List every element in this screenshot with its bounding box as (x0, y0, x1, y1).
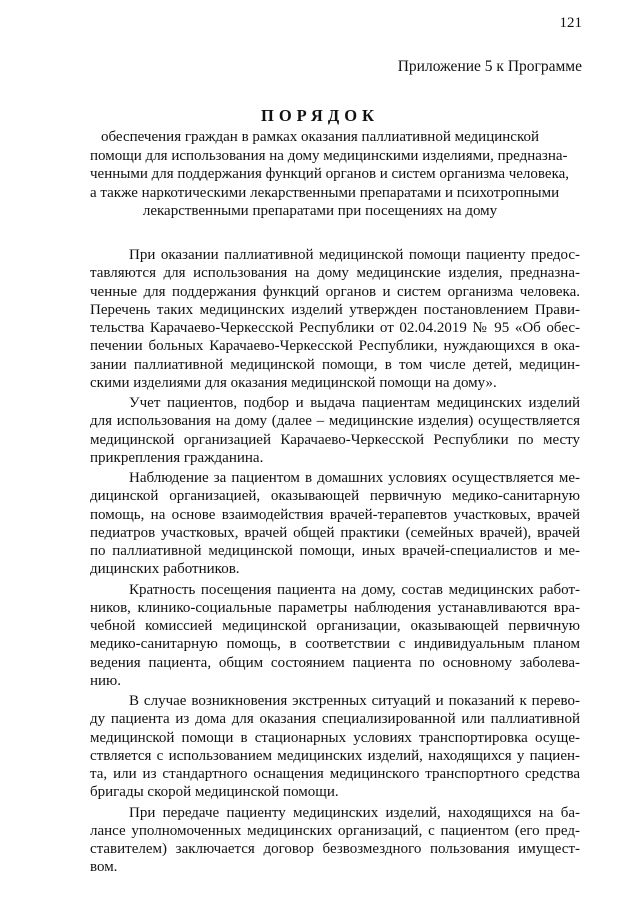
text-line: помощь, на основе взаимодействия врачей-терапевтов участковых, врачей (90, 506, 580, 523)
text-line: ведения пациента, общим состоянием пациента по основному заболева- (90, 654, 580, 671)
document-body (90, 246, 580, 879)
text-line: Кратность посещения пациента на дому, состав медицинских работ- (129, 581, 580, 598)
text-line: тельства Карачаево-Черкесской Республики от 02.04.2019 № 95 «Об обес- (90, 320, 580, 336)
text-line: ду пациента из дома для оказания специализированной или паллиативной (90, 711, 580, 728)
text-line: педиатров участковых, врачей общей практики (семейных врачей), врачей (90, 524, 580, 541)
text-line: дицинской организацией, оказывающей первичную медико-санитарную (90, 488, 580, 505)
paragraph (90, 804, 580, 877)
text-line: по паллиативной медицинской помощи, иных врачей-специалистов и ме- (90, 543, 580, 559)
text-line: В случае возникновения экстренных ситуаций и показаний к перево- (129, 693, 580, 709)
text-line: тавляются для использования на дому медицинские изделия, предназна- (90, 265, 580, 282)
text-line: медицинской организацией Карачаево-Черкесской Республики по месту (90, 431, 580, 448)
text-line: лансе уполномоченных медицинских организаций, с пациентом (его пред- (90, 822, 580, 839)
text-line: ставителем) заключается договор безвозмездного пользования имущест- (90, 841, 580, 857)
subtitle-line: лекарственными препаратами при посещениях на дому (142, 203, 498, 219)
text-line: зании паллиативной медицинской помощи, в том числе детей, медицин- (90, 356, 580, 373)
document-subtitle (90, 128, 570, 221)
text-line: прикрепления гражданина. (90, 449, 264, 466)
paragraph (90, 246, 580, 392)
subtitle-line: помощи для использования на дому медицинскими изделиями, предназна- (90, 147, 568, 164)
paragraph (90, 469, 580, 579)
text-line: дицинских работников. (90, 561, 240, 578)
appendix-note: Приложение 5 к Программе (397, 58, 582, 75)
text-line: Наблюдение за пациентом в домашних условиях осуществляется ме- (129, 470, 580, 486)
text-line: скими изделиями для оказания медицинской помощи на дому». (90, 374, 497, 391)
paragraph (90, 692, 580, 802)
text-line: печении больных Карачаево-Черкесской Республики, нуждающихся в ока- (90, 338, 580, 355)
text-line: для использования на дому (далее – медицинские изделия) осуществляется (90, 413, 580, 430)
paragraph (90, 581, 580, 691)
text-line: медицинской помощи в стационарных условиях транспортировка осуще- (90, 729, 580, 746)
text-line: чебной комиссией медицинской организации, оказывающей первичную (90, 618, 580, 634)
text-line: Перечень таких медицинских изделий утвержден постановлением Прави- (90, 301, 580, 318)
page-number: 121 (559, 15, 582, 31)
text-line: бригады скорой медицинской помощи. (90, 784, 339, 801)
text-line: Учет пациентов, подбор и выдача пациентам медицинских изделий (129, 395, 580, 411)
text-line: ченные для поддержания функций органов и систем организма человека. (90, 283, 580, 300)
text-line: та, или из стандартного оснащения медицинского транспортного средства (90, 766, 580, 782)
text-line: При передаче пациенту медицинских изделий, находящихся на ба- (129, 804, 580, 821)
text-line: При оказании паллиативной медицинской помощи пациенту предос- (129, 247, 580, 263)
text-line: вом. (90, 859, 118, 876)
subtitle-line: обеспечения граждан в рамках оказания паллиативной медицинской (101, 129, 539, 145)
subtitle-line: а также наркотическими лекарственными препаратами и психотропными (90, 184, 560, 201)
paragraph (90, 394, 580, 467)
text-line: медико-санитарную помощь, в соответствии с индивидуальным планом (90, 636, 580, 653)
text-line: нию. (90, 672, 122, 689)
subtitle-line: ченными для поддержания функций органов и систем организма человека, (90, 166, 570, 182)
document-title: ПОРЯДОК (261, 106, 379, 125)
text-line: ствляется с использованием медицинских изделий, находящихся у пациен- (90, 747, 580, 764)
text-line: ников, клинико-социальные параметры наблюдения устанавливаются вра- (90, 599, 580, 616)
